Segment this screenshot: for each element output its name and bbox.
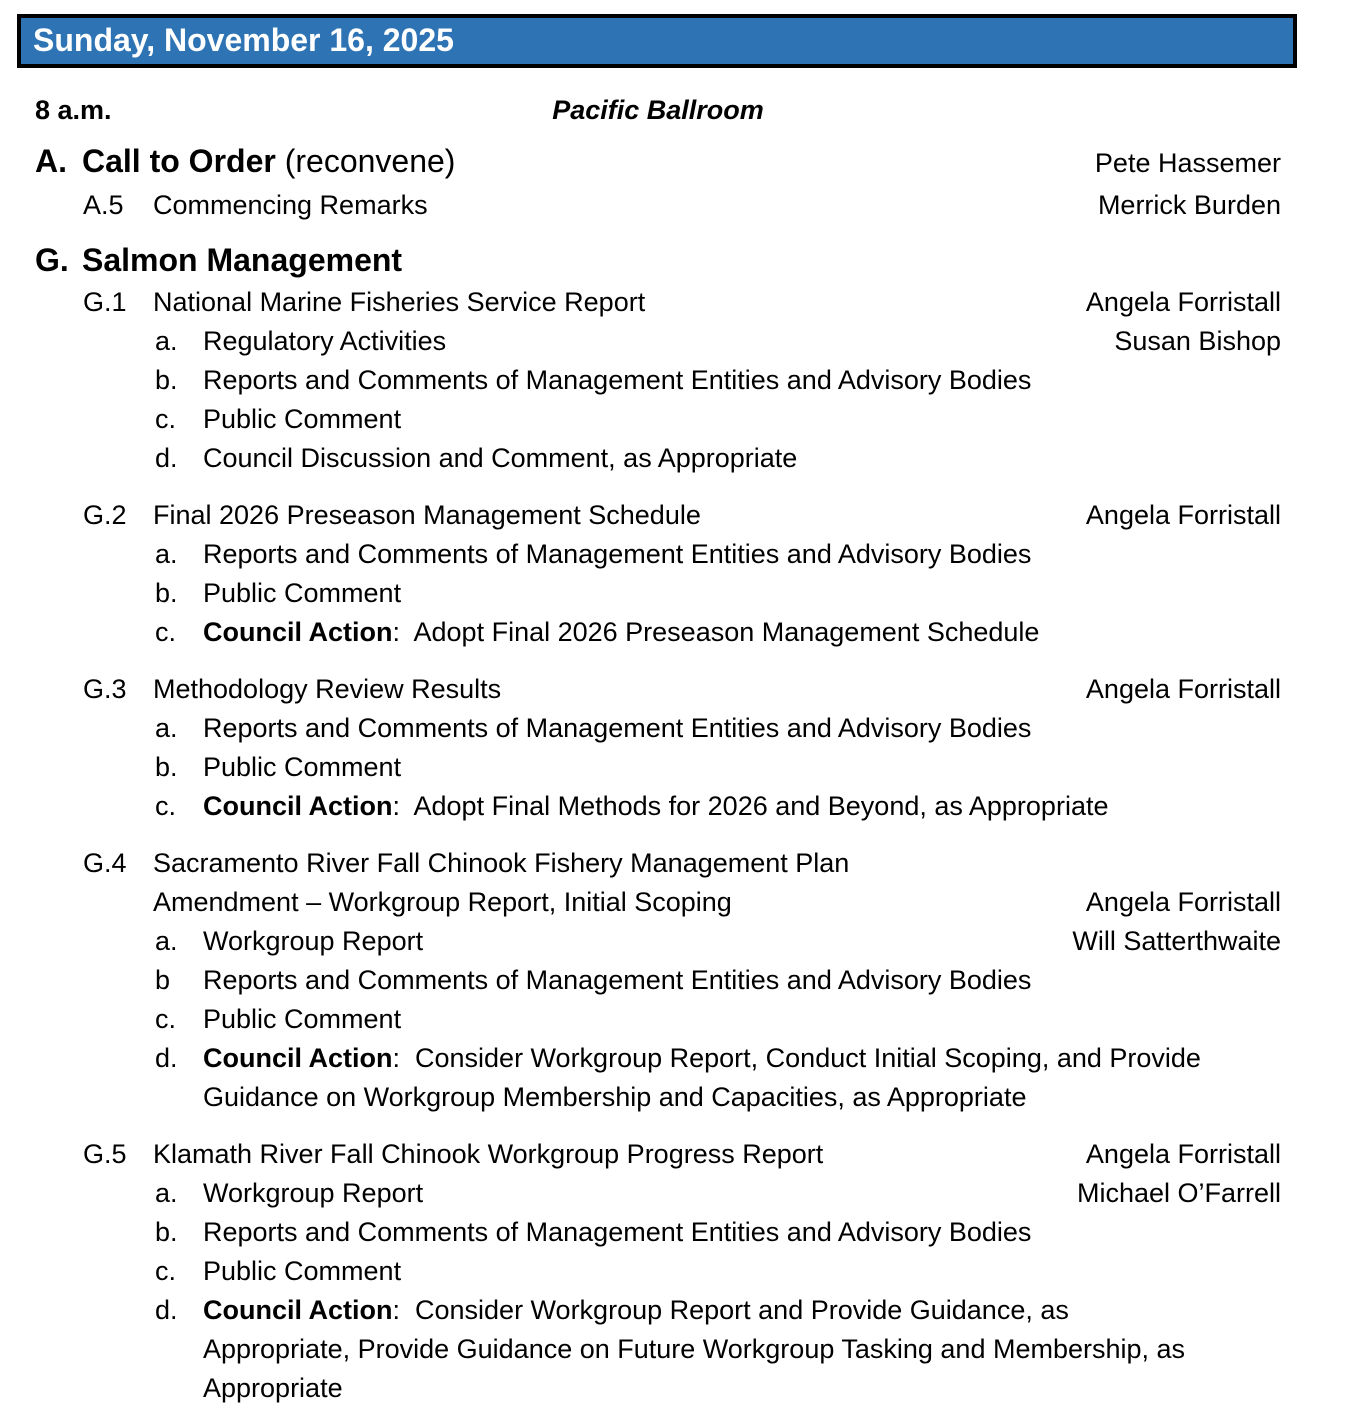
subitem-text-line: : Consider Workgroup Report and Provide Guidance, as	[392, 1295, 1069, 1325]
agenda-item-row	[0, 670, 1350, 709]
subitem-text	[203, 1213, 1031, 1252]
subitem-text-line: : Consider Workgroup Report, Conduct Initial Scoping, and Provide	[392, 1043, 1201, 1073]
agenda-subitem-row	[0, 322, 1350, 361]
subitem-text-line: Appropriate, Provide Guidance on Future Workgroup Tasking and Membership, as	[203, 1334, 1186, 1364]
section-label: G.	[35, 242, 69, 278]
subitem-text	[203, 322, 446, 361]
subitem-text	[203, 1174, 423, 1213]
subitem-text	[203, 1291, 1185, 1408]
agenda-subitem-row	[0, 922, 1350, 961]
subitem-text-line: Public Comment	[203, 578, 402, 608]
subitem-label: d.	[155, 1295, 178, 1325]
agenda-subitem-row	[0, 613, 1350, 652]
council-action-lead: Council Action	[203, 1043, 393, 1073]
subitem-text	[203, 709, 1031, 748]
subitem-text	[203, 922, 423, 961]
subitem-text-line: Public Comment	[203, 1004, 402, 1034]
subitem-text-line: Appropriate	[203, 1373, 343, 1403]
agenda-subitem-row	[0, 574, 1350, 613]
presenter-name: Angela Forristall	[1085, 1139, 1281, 1169]
subitem-label: d.	[155, 443, 178, 473]
subitem-text-line: Workgroup Report	[203, 926, 424, 956]
agenda-section-heading	[0, 138, 1350, 186]
presenter-name: Michael O’Farrell	[1076, 1178, 1281, 1208]
council-action-lead: Council Action	[203, 1295, 393, 1325]
subitem-label: c.	[155, 791, 177, 821]
agenda-item-row	[0, 496, 1350, 535]
subitem-label: b.	[155, 752, 178, 782]
agenda-subitem-row	[0, 361, 1350, 400]
agenda-item-row	[0, 883, 1350, 922]
agenda-subitem-row	[0, 1000, 1350, 1039]
subitem-text	[203, 439, 797, 478]
section-label: A.	[35, 143, 67, 179]
presenter-name: Angela Forristall	[1085, 674, 1281, 704]
presenter-name: Angela Forristall	[1085, 887, 1281, 917]
subitem-text-line: Workgroup Report	[203, 1178, 424, 1208]
date-banner: Sunday, November 16, 2025	[17, 14, 1297, 68]
session-row	[0, 91, 1350, 130]
subitem-label: a.	[155, 326, 178, 356]
subitem-text-line: Regulatory Activities	[203, 326, 447, 356]
agenda-item-row	[0, 1135, 1350, 1174]
section-title: Salmon Management	[82, 242, 403, 278]
subitem-label: a.	[155, 713, 178, 743]
subitem-label: c.	[155, 404, 177, 434]
item-title: Methodology Review Results	[153, 674, 502, 704]
agenda-subitem-row	[0, 1039, 1350, 1117]
agenda-subitem-row	[0, 439, 1350, 478]
subitem-text	[203, 961, 1031, 1000]
subitem-label: d.	[155, 1043, 178, 1073]
item-title: National Marine Fisheries Service Report	[153, 287, 646, 317]
subitem-text-line: Public Comment	[203, 752, 402, 782]
subitem-text	[203, 613, 1039, 652]
subitem-label: c.	[155, 1256, 177, 1286]
agenda-subitem-row	[0, 1291, 1350, 1408]
subitem-label: c.	[155, 617, 177, 647]
agenda-subitem-row	[0, 709, 1350, 748]
subitem-text-line: : Adopt Final 2026 Preseason Management Schedule	[392, 617, 1040, 647]
agenda-subitem-row	[0, 1213, 1350, 1252]
subitem-text-line: Reports and Comments of Management Entities and Advisory Bodies	[203, 713, 1032, 743]
subitem-label: a.	[155, 1178, 178, 1208]
subitem-text	[203, 574, 401, 613]
session-time: 8 a.m.	[35, 95, 112, 125]
item-label: G.4	[83, 848, 127, 878]
item-label: G.3	[83, 674, 127, 704]
subitem-text	[203, 361, 1031, 400]
item-title: Sacramento River Fall Chinook Fishery Management Plan	[153, 848, 850, 878]
subitem-label: a.	[155, 539, 178, 569]
subitem-text	[203, 1039, 1201, 1117]
item-title: Amendment – Workgroup Report, Initial Scoping	[153, 887, 732, 917]
presenter-name: Angela Forristall	[1085, 500, 1281, 530]
agenda-subitem-row	[0, 787, 1350, 826]
subitem-text-line: Reports and Comments of Management Entities and Advisory Bodies	[203, 1217, 1032, 1247]
subitem-label: b.	[155, 578, 178, 608]
subitem-text-line: Council Discussion and Comment, as Appropriate	[203, 443, 798, 473]
agenda-subitem-row	[0, 400, 1350, 439]
presenter-name: Angela Forristall	[1085, 287, 1281, 317]
agenda-body	[0, 138, 1350, 1408]
item-label: A.5	[83, 190, 124, 220]
session-location: Pacific Ballroom	[552, 95, 764, 125]
agenda-subitem-row	[0, 961, 1350, 1000]
presenter-name: Pete Hassemer	[1094, 148, 1281, 178]
item-title: Klamath River Fall Chinook Workgroup Progress Report	[153, 1139, 824, 1169]
section-title: Call to Order	[82, 143, 276, 179]
section-title-suffix: (reconvene)	[275, 143, 456, 179]
presenter-name: Will Satterthwaite	[1072, 926, 1281, 956]
subitem-text-line: Public Comment	[203, 404, 402, 434]
item-title: Final 2026 Preseason Management Schedule	[153, 500, 701, 530]
item-label: G.1	[83, 287, 127, 317]
subitem-text	[203, 787, 1108, 826]
council-action-lead: Council Action	[203, 617, 393, 647]
subitem-text	[203, 535, 1031, 574]
subitem-text-line: Public Comment	[203, 1256, 402, 1286]
subitem-text-line: : Adopt Final Methods for 2026 and Beyond, as Appropriate	[392, 791, 1109, 821]
subitem-label: a.	[155, 926, 178, 956]
subitem-text-line: Reports and Comments of Management Entities and Advisory Bodies	[203, 539, 1032, 569]
item-title: Commencing Remarks	[153, 190, 428, 220]
subitem-label: b	[155, 965, 171, 995]
council-action-lead: Council Action	[203, 791, 393, 821]
presenter-name: Merrick Burden	[1097, 190, 1281, 220]
subitem-label: c.	[155, 1004, 177, 1034]
subitem-label: b.	[155, 1217, 178, 1247]
agenda-section-heading	[0, 237, 1350, 283]
subitem-text	[203, 400, 401, 439]
item-label: G.2	[83, 500, 127, 530]
agenda-subitem-row	[0, 748, 1350, 787]
agenda-item-row	[0, 186, 1350, 225]
subitem-text	[203, 1000, 401, 1039]
item-label: G.5	[83, 1139, 127, 1169]
agenda-subitem-row	[0, 1252, 1350, 1291]
subitem-text	[203, 1252, 401, 1291]
subitem-text	[203, 748, 401, 787]
subitem-text-line: Reports and Comments of Management Entities and Advisory Bodies	[203, 365, 1032, 395]
subitem-text-line: Reports and Comments of Management Entities and Advisory Bodies	[203, 965, 1032, 995]
agenda-item-row	[0, 283, 1350, 322]
agenda-subitem-row	[0, 535, 1350, 574]
agenda-subitem-row	[0, 1174, 1350, 1213]
presenter-name: Susan Bishop	[1114, 326, 1281, 356]
subitem-text-line: Guidance on Workgroup Membership and Capacities, as Appropriate	[203, 1082, 1027, 1112]
agenda-item-row	[0, 844, 1350, 883]
subitem-label: b.	[155, 365, 178, 395]
